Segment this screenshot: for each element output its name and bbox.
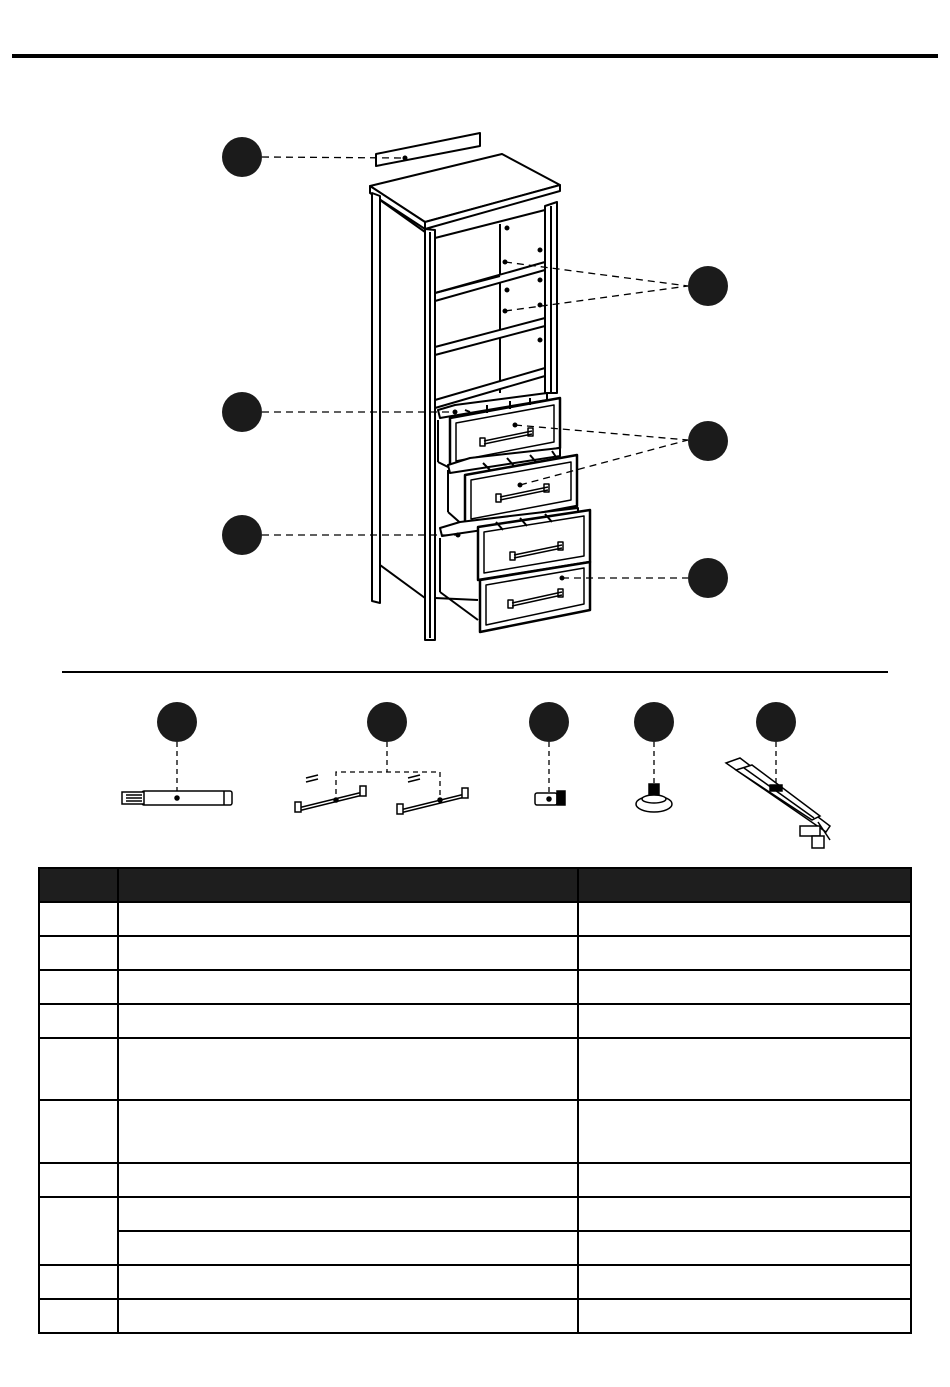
cell-quantity — [578, 1004, 911, 1038]
cell-description — [118, 1299, 578, 1333]
callout-cam-bolt — [157, 702, 197, 742]
callout-shelves — [688, 266, 728, 306]
cell-description — [118, 1265, 578, 1299]
callout-bottom-drawer-front — [688, 558, 728, 598]
cell-description — [118, 970, 578, 1004]
header-col-description — [118, 868, 578, 902]
parts-table — [38, 867, 912, 1334]
callout-drawer-fronts — [688, 421, 728, 461]
callout-drawer-slide — [756, 702, 796, 742]
top-rail — [376, 133, 480, 166]
cell-part — [39, 1004, 118, 1038]
cell-quantity — [578, 970, 911, 1004]
table-row — [39, 1038, 911, 1100]
shelf-upper — [435, 262, 545, 301]
table-row — [39, 1231, 911, 1265]
leader-lines-hardware — [177, 742, 776, 797]
cell-description — [118, 1038, 578, 1100]
cell-description — [118, 902, 578, 936]
shelf-middle — [435, 318, 545, 355]
callout-drawer-handle — [367, 702, 407, 742]
cell-description — [118, 1231, 578, 1265]
cell-part — [39, 1265, 118, 1299]
cell-part — [39, 1163, 118, 1197]
table-row — [39, 936, 911, 970]
cell-part — [39, 970, 118, 1004]
callout-upper-drawer-box — [222, 392, 262, 432]
cell-part — [39, 936, 118, 970]
cell-quantity — [578, 902, 911, 936]
cell-description — [118, 1004, 578, 1038]
cell-part — [39, 1299, 118, 1333]
cell-quantity — [578, 1038, 911, 1100]
cell-quantity — [578, 1299, 911, 1333]
cam-bolt-icon — [122, 791, 232, 805]
cell-part — [39, 1038, 118, 1100]
cell-quantity — [578, 1231, 911, 1265]
cell-quantity — [578, 1197, 911, 1231]
table-row — [39, 1299, 911, 1333]
cell-description — [118, 1197, 578, 1231]
cabinet-illustration — [370, 133, 590, 640]
table-row — [39, 1163, 911, 1197]
cell-part — [39, 1197, 118, 1265]
drawer-handle-icon — [295, 775, 468, 814]
section-divider — [62, 671, 888, 673]
table-row — [39, 1197, 911, 1231]
callout-lower-drawer-box — [222, 515, 262, 555]
cell-part — [39, 902, 118, 936]
table-row — [39, 970, 911, 1004]
left-side-panel — [372, 193, 380, 603]
parts-table-header — [39, 868, 911, 902]
table-row — [39, 1004, 911, 1038]
cell-quantity — [578, 1163, 911, 1197]
table-row — [39, 1100, 911, 1162]
cam-lock-icon — [535, 791, 565, 805]
cell-description — [118, 1100, 578, 1162]
cell-part — [39, 1100, 118, 1162]
table-row — [39, 902, 911, 936]
cell-description — [118, 1163, 578, 1197]
cell-quantity — [578, 1265, 911, 1299]
header-col-quantity — [578, 868, 911, 902]
callout-leveling-foot — [634, 702, 674, 742]
cell-description — [118, 936, 578, 970]
cell-quantity — [578, 1100, 911, 1162]
callout-cam-lock — [529, 702, 569, 742]
cell-quantity — [578, 936, 911, 970]
leveling-foot-icon — [636, 784, 672, 812]
drawer-slide-icon — [726, 758, 830, 848]
header-col-part — [39, 868, 118, 902]
callout-top-rail — [222, 137, 262, 177]
table-row — [39, 1265, 911, 1299]
